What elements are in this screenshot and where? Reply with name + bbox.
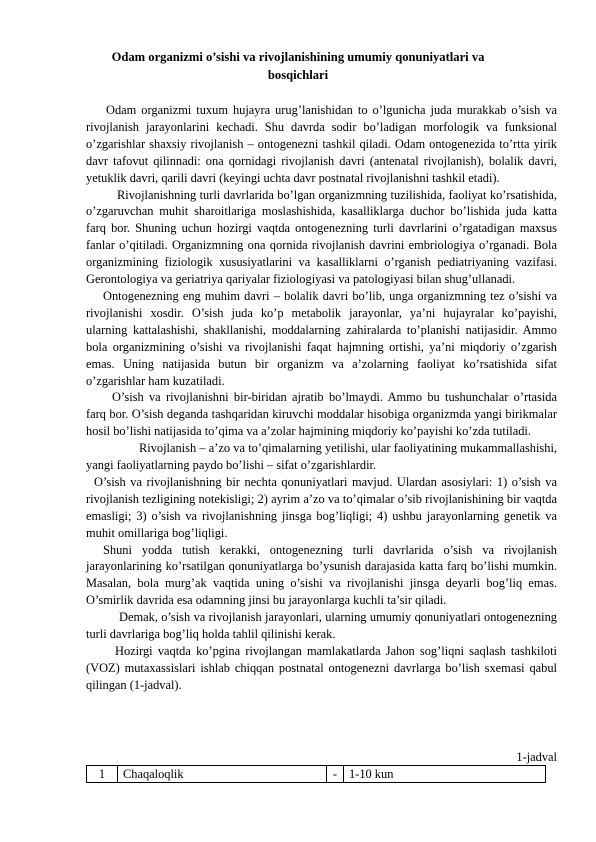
paragraph: Hozirgi vaqtda ko’pgina rivojlangan mamlakatlarda Jahon sog’liqni saqlash tashkiloti (VOZ) mutaxassislari ishlab chiqqan postnatal ontogenezni davrlarga bo’lish sxemasi qabul qilingan (1-jadval). xyxy=(86,644,557,692)
table-cell-duration: 1-10 kun xyxy=(344,766,546,783)
table-cell-number: 1 xyxy=(87,766,118,783)
paragraph: Shuni yodda tutish kerakki, ontogenezning turli davrlarida o’sish va rivojlanish jarayonlarining ko’rsatilgan qonuniyatlarga bo’ysunish darajasida katta farq bo’lishi mumkin. Masalan, bola murg’ak vaqtida uning o’sishi va rivojlanishi jinsga deyarli bog’liq emas. O’smirlik davrida esa odamning jinsi bu jarayonlarga kuchli ta’sir qiladi. xyxy=(86,542,557,608)
table-caption: 1-jadval xyxy=(516,750,557,764)
paragraph: O’sish va rivojlanishni bir-biridan ajratib bo’lmaydi. Ammo bu tushunchalar o’rtasida farq bor. O’sish deganda tashqaridan kiruvchi moddalar hisobiga organizmda yangi birikmalar hosil bo’lishi natijasida to’qima va a’zolar hajmining miqdoriy ko’payishi ko’zda tutiladi. xyxy=(86,390,557,439)
paragraph: Demak, o’sish va rivojlanish jarayonlari, ularning umumiy qonuniyatlari ontogenezning turli davrlariga bog’liq holda tahlil qilinishi kerak. xyxy=(86,610,557,642)
table-cell-dash: - xyxy=(327,766,344,783)
paragraph: Ontogenezning eng muhim davri – bolalik davri bo’lib, unga organizmning tez o’sishi va rivojlanishi xosdir. O’sish juda ko’p metabolik jarayonlar, ya’ni hujayralar ko’payishi, ularning kattalashishi, shakllanishi, moddalarning zahiralarda to’planishi natijasidir. Ammo bola organizmining o’sishi va rivojlanishi faqat hajmning ortishi, ya’ni miqdoriy o’zgarish emas. Uning natijasida butun bir organizm va a’zolarning faoliyat ko’rsatishida sifat o’zgarishlar ham kuzatiladi. xyxy=(86,288,557,388)
paragraph: O’sish va rivojlanishning bir nechta qonuniyatlari mavjud. Ulardan asosiylari: 1) o’sish va rivojlanish tezligining notekisligi; 2) ayrim a’zo va to’qimalar o’sib rivojlanishining bir vaqtda emasligi; 3) o’sish va rivojlanishning jinsga bog’liqligi; 4) ushbu jarayonlarning genetik va muhit omillariga bog’liqligi. xyxy=(86,474,557,540)
periods-table xyxy=(86,765,546,783)
table-row xyxy=(87,766,546,783)
document-title: Odam organizmi o’sishi va rivojlanishining umumiy qonuniyatlari va bosqichlari xyxy=(111,50,485,82)
paragraph: Odam organizmi tuxum hujayra urug’lanishidan to o’lgunicha juda murakkab o’sish va rivojlanish jarayonlarini kechadi. Shu davrda sodir bo’ladigan morfologik va funksional o’zgarishlar shaxsiy rivojlanish – ontogenezni tashkil qiladi. Odam ontogenezida to’rtta yirik davr tafovut qilinnadi: ona qornidagi rivojlanish davri (antenatal rivojlanish), bolalik davri, yetuklik davri, qarili davri (keyingi uchta davr postnatal rivojlanishni tashkil etadi). xyxy=(86,103,557,185)
document-body xyxy=(86,102,557,694)
paragraph: Rivojlanish – a’zo va to’qimalarning yetilishi, ular faoliyatining mukammallashishi, yangi faoliyatlarning paydo bo’lishi – sifat o’zgarishlardir. xyxy=(86,441,557,473)
paragraph: Rivojlanishning turli davrlarida bo’lgan organizmning tuzilishida, faoliyat ko’rsatishida, o’zgaruvchan muhit sharoitlariga moslashishida, kasalliklarga duchor bo’lishida juda katta farq bor. Shuning uchun hozirgi vaqtda ontogenezning turli davrlarini o’rgatadigan maxsus fanlar o’qitiladi. Organizmning ona qornida rivojlanish davrini embriologiya o’rganadi. Bola organizmining fiziologik xususiyatlarini va kasalliklarni o’rganish pediatriyaning vazifasi. Gerontologiya va geriatriya qariyalar fiziologiyasi va patologiyasi bilan shug’ullanadi. xyxy=(86,187,557,287)
table-cell-period: Chaqaloqlik xyxy=(118,766,327,783)
